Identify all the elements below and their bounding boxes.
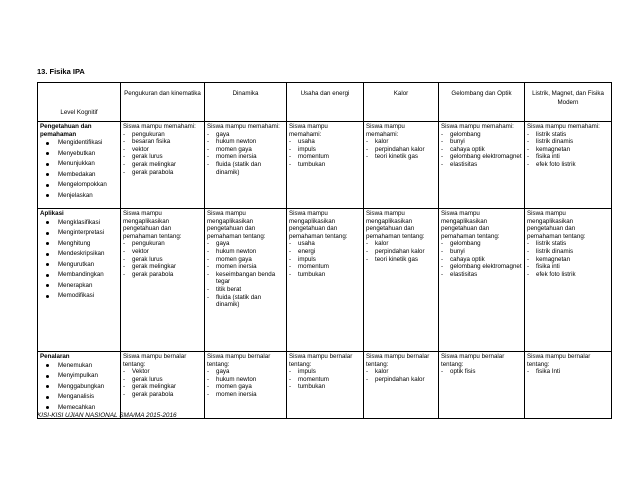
competency-cell [287, 122, 364, 209]
cell-intro: Siswa mampu bernalar tentang: [441, 353, 505, 368]
list-item: - cahaya optik [441, 256, 522, 264]
list-item: - titik berat [207, 286, 284, 294]
list-item: - momentum [289, 376, 361, 384]
list-item: - momen inersia [207, 263, 284, 271]
list-item: - perpindahan kalor [366, 146, 436, 154]
table-row [38, 122, 612, 209]
list-item: - fluida (statik dan dinamik) [207, 161, 284, 176]
cell-intro: Siswa mampu mengaplikasikan pengetahuan dan pemahaman tentang: [207, 210, 266, 240]
cell-intro: Siswa mampu memahami: [366, 123, 405, 138]
competency-cell [287, 209, 364, 352]
list-item: Menerapkan [40, 281, 118, 292]
header-listrik-magnet: Listrik, Magnet, dan Fisika Modern [525, 83, 612, 122]
list-item: Menggabungkan [40, 382, 118, 393]
list-item: - tumbukan [289, 271, 361, 279]
cell-intro: Siswa mampu mengaplikasikan pengetahuan dan pemahaman tentang: [441, 210, 500, 240]
list-item: - impuls [289, 146, 361, 154]
list-item: - momen gaya [207, 146, 284, 154]
list-item: - listrik dinamis [527, 138, 609, 146]
list-item: - listrik statis [527, 131, 609, 139]
list-item: - gerak melingkar [123, 383, 202, 391]
list-item: - hukum newton [207, 138, 284, 146]
header-gelombang-optik: Gelombang dan Optik [439, 83, 525, 122]
list-item: - gelombang [441, 131, 522, 139]
list-item: Menganalisis [40, 392, 118, 403]
list-item: Memecahkan [40, 403, 118, 414]
list-item: - gerak lurus [123, 153, 202, 161]
list-item: - gaya [207, 240, 284, 248]
level-title: Penalaran [40, 353, 70, 360]
cell-intro: Siswa mampu bernalar tentang: [289, 353, 353, 368]
list-item: - gelombang elektromagnet [441, 153, 522, 161]
competency-cell [525, 122, 612, 209]
list-item: - gerak parabola [123, 271, 202, 279]
cell-intro: Siswa mampu memahami: [441, 123, 514, 130]
competency-cell [525, 209, 612, 352]
list-item: - fisika inti [527, 263, 609, 271]
list-item: - momen gaya [207, 383, 284, 391]
list-item: - hukum newton [207, 248, 284, 256]
topic-list [527, 131, 609, 169]
list-item: - kalor [366, 368, 436, 376]
table-row [38, 209, 612, 352]
list-item: - efek foto listrik [527, 271, 609, 279]
cell-intro: Siswa mampu mengaplikasikan pengetahuan dan pemahaman tentang: [123, 210, 182, 240]
list-item: - momentum [289, 263, 361, 271]
list-item: Membedakan [40, 170, 118, 181]
competency-cell [439, 352, 525, 419]
competency-cell [364, 122, 439, 209]
list-item: - efek foto listrik [527, 161, 609, 169]
topic-list [366, 240, 436, 263]
list-item: - momen inersia [207, 153, 284, 161]
list-item: - tumbukan [289, 161, 361, 169]
list-item: - impuls [289, 368, 361, 376]
level-title: Aplikasi [40, 210, 64, 217]
list-item: - cahaya optik [441, 146, 522, 154]
list-item: - teori kinetik gas [366, 256, 436, 264]
list-item: - gerak lurus [123, 256, 202, 264]
list-item: Menyimpulkan [40, 371, 118, 382]
list-item: - vektor [123, 248, 202, 256]
topic-list [441, 131, 522, 169]
topic-list [366, 368, 436, 383]
list-item: - bunyi [441, 138, 522, 146]
list-item: - usaha [289, 138, 361, 146]
competency-cell [121, 122, 205, 209]
topic-list [207, 131, 284, 177]
topic-list [441, 368, 522, 376]
list-item: - elastisitas [441, 271, 522, 279]
header-dinamika: Dinamika [205, 83, 287, 122]
list-item: - kemagnetan [527, 256, 609, 264]
list-item: - bunyi [441, 248, 522, 256]
list-item: Mendeskripsikan [40, 249, 118, 260]
competency-cell [439, 209, 525, 352]
list-item: - momentum [289, 153, 361, 161]
list-item: Menginterpretasi [40, 228, 118, 239]
competency-cell [364, 209, 439, 352]
list-item: - gelombang elektromagnet [441, 263, 522, 271]
topic-list [123, 131, 202, 177]
cell-intro: Siswa mampu mengaplikasikan pengetahuan dan pemahaman tentang: [527, 210, 586, 240]
list-item: - momen gaya [207, 256, 284, 264]
list-item: - besaran fisika [123, 138, 202, 146]
cell-intro: Siswa mampu memahami: [527, 123, 600, 130]
level-verb-list [40, 218, 118, 302]
topic-list [441, 240, 522, 278]
list-item: - gaya [207, 131, 284, 139]
level-cell [38, 209, 121, 352]
cell-intro: Siswa mampu bernalar tentang: [123, 353, 187, 368]
topic-list [527, 240, 609, 278]
level-cell [38, 122, 121, 209]
header-row [38, 83, 612, 122]
list-item: - gerak parabola [123, 169, 202, 177]
list-item: - optik fisis [441, 368, 522, 376]
header-level-kognitif: Level Kognitif [38, 83, 121, 122]
header-pengukuran: Pengukuran dan kinematika [121, 83, 205, 122]
level-verb-list [40, 361, 118, 414]
list-item: - vektor [123, 146, 202, 154]
cell-intro: Siswa mampu memahami: [289, 123, 328, 138]
list-item: - perpindahan kalor [366, 376, 436, 384]
competency-cell [205, 209, 287, 352]
list-item: - gerak lurus [123, 376, 202, 384]
competency-cell [205, 352, 287, 419]
list-item: - fluida (statik dan dinamik) [207, 294, 284, 309]
list-item: Menghitung [40, 239, 118, 250]
list-item: Menemukan [40, 361, 118, 372]
list-item: - impuls [289, 256, 361, 264]
header-kalor: Kalor [364, 83, 439, 122]
list-item: - usaha [289, 240, 361, 248]
list-item: - Vektor [123, 368, 202, 376]
cell-intro: Siswa mampu mengaplikasikan pengetahuan dan pemahaman tentang: [289, 210, 348, 240]
level-verb-list [40, 138, 118, 201]
level-cell [38, 352, 121, 419]
topic-list [289, 368, 361, 391]
topic-list [207, 240, 284, 308]
list-item: - gelombang [441, 240, 522, 248]
list-item: - elastisitas [441, 161, 522, 169]
header-usaha-energi: Usaha dan energi [287, 83, 364, 122]
cell-intro: Siswa mampu memahami: [123, 123, 196, 130]
topic-list [289, 138, 361, 168]
list-item: Menjelaskan [40, 191, 118, 202]
cell-intro: Siswa mampu bernalar tentang: [366, 353, 430, 368]
list-item: - kemagnetan [527, 146, 609, 154]
list-item: - perpindahan kalor [366, 248, 436, 256]
list-item: - kalor [366, 240, 436, 248]
list-item: - hukum newton [207, 376, 284, 384]
section-title: 13. Fisika IPA [37, 67, 85, 76]
topic-list [123, 368, 202, 398]
list-item: - energi [289, 248, 361, 256]
cell-intro: Siswa mampu mengaplikasikan pengetahuan dan pemahaman tentang: [366, 210, 425, 240]
topic-list [123, 240, 202, 278]
kisi-kisi-table [37, 82, 612, 419]
cell-intro: Siswa mampu bernalar tentang: [527, 353, 591, 368]
list-item: Memodifikasi [40, 291, 118, 302]
list-item: - keseimbangan benda tegar [207, 271, 284, 286]
competency-cell [439, 122, 525, 209]
competency-cell [525, 352, 612, 419]
list-item: - teori kinetik gas [366, 153, 436, 161]
list-item: Membandingkan [40, 270, 118, 281]
level-title: Pengetahuan dan pemahaman [40, 123, 92, 138]
competency-cell [121, 352, 205, 419]
list-item: Menunjukkan [40, 159, 118, 170]
list-item: Mengidentifikasi [40, 138, 118, 149]
topic-list [366, 138, 436, 161]
topic-list [527, 368, 609, 376]
list-item: - pengukuran [123, 131, 202, 139]
list-item: - gerak melingkar [123, 161, 202, 169]
list-item: - gerak parabola [123, 391, 202, 399]
document-footer: KISI-KISI UJIAN NASIONAL SMA/MA 2015-2016 [37, 412, 177, 419]
table-row [38, 352, 612, 419]
list-item: - tumbukan [289, 383, 361, 391]
competency-cell [287, 352, 364, 419]
list-item: Menyebutkan [40, 149, 118, 160]
list-item: Mengklasifikasi [40, 218, 118, 229]
list-item: - fisika Inti [527, 368, 609, 376]
list-item: - gaya [207, 368, 284, 376]
list-item: - fisika inti [527, 153, 609, 161]
list-item: Mengurutkan [40, 260, 118, 271]
competency-cell [364, 352, 439, 419]
competency-cell [205, 122, 287, 209]
list-item: - listrik statis [527, 240, 609, 248]
competency-cell [121, 209, 205, 352]
cell-intro: Siswa mampu memahami: [207, 123, 280, 130]
list-item: - listrik dinamis [527, 248, 609, 256]
list-item: - kalor [366, 138, 436, 146]
list-item: - momen inersia [207, 391, 284, 399]
cell-intro: Siswa mampu bernalar tentang: [207, 353, 271, 368]
topic-list [289, 240, 361, 278]
list-item: Mengelompokkan [40, 180, 118, 191]
list-item: - gerak melingkar [123, 263, 202, 271]
topic-list [207, 368, 284, 398]
list-item: - pengukuran [123, 240, 202, 248]
